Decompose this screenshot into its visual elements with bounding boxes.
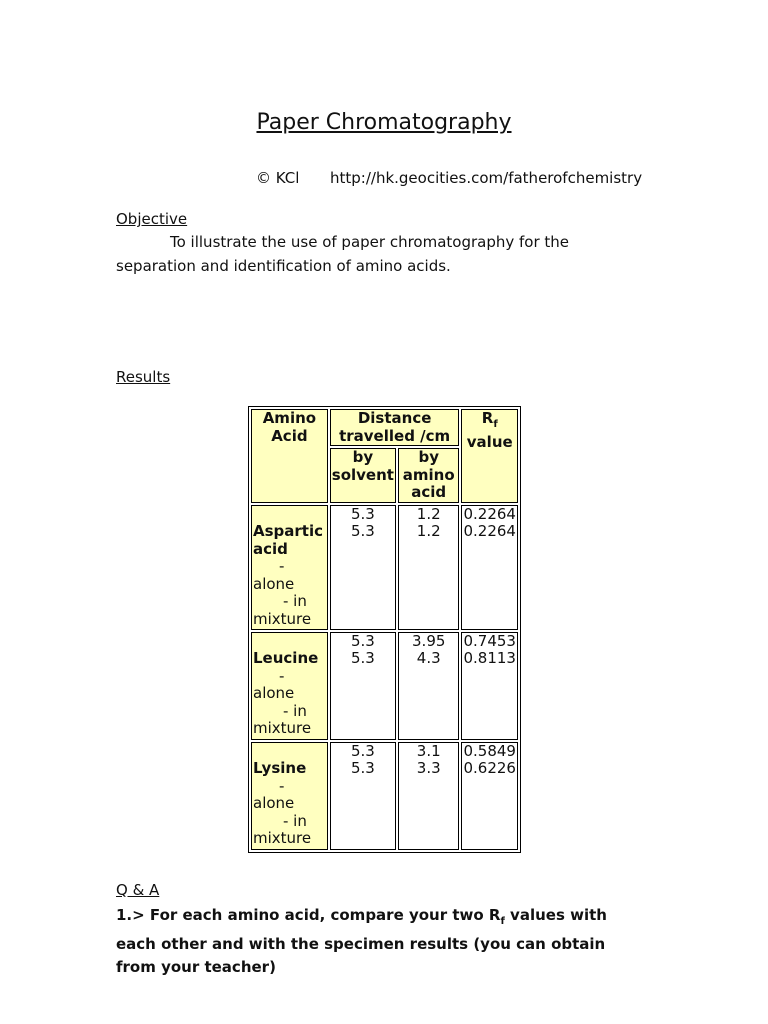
amino-distance-cell: 3.95 4.3: [398, 632, 460, 740]
results-heading: Results: [116, 368, 171, 386]
solvent-distance-cell: 5.3 5.3: [330, 632, 396, 740]
amino-acid-name: Leucine: [253, 649, 319, 667]
amino-acid-name-cell: Leucine - alone - in mixture: [251, 632, 328, 740]
objective-text-line2: separation and identification of amino acids.: [116, 257, 451, 275]
amino-acid-name: Aspartic acid: [253, 522, 323, 558]
table-row: [251, 742, 518, 850]
objective-text-line1: To illustrate the use of paper chromatography for the: [170, 233, 570, 251]
header-by-solvent: by solvent: [330, 448, 396, 503]
amino-acid-name-cell: Lysine - alone - in mixture: [251, 742, 328, 850]
header-amino-acid: Amino Acid: [251, 409, 328, 503]
amino-acid-name: Lysine: [253, 759, 307, 777]
objective-heading: Objective: [116, 210, 188, 228]
source-url[interactable]: http://hk.geocities.com/fatherofchemistry: [330, 169, 643, 187]
header-distance: Distance travelled /cm: [330, 409, 460, 446]
copyright-text: © KCl: [256, 169, 300, 187]
rf-value-cell: 0.5849 0.6226: [461, 742, 518, 850]
header-rf-value: $R_f$ value: [461, 409, 518, 503]
table-row: [251, 505, 518, 630]
header-by-amino-acid: by amino acid: [398, 448, 460, 503]
rf-value-cell: 0.7453 0.8113: [461, 632, 518, 740]
question-1: 1.> For each amino acid, compare your two $R_f$ values with each other and with the specimen results (you can obtain from your teacher): [116, 906, 607, 976]
solvent-distance-cell: 5.3 5.3: [330, 742, 396, 850]
table-header-row: [251, 409, 518, 446]
amino-acid-name-cell: Aspartic acid - alone - in mixture: [251, 505, 328, 630]
amino-distance-cell: 3.1 3.3: [398, 742, 460, 850]
table-row: [251, 632, 518, 740]
rf-value-cell: 0.2264 0.2264: [461, 505, 518, 630]
results-table: [248, 406, 521, 853]
solvent-distance-cell: 5.3 5.3: [330, 505, 396, 630]
page-title: Paper Chromatography: [256, 110, 512, 135]
qa-heading: Q & A: [116, 881, 160, 899]
amino-distance-cell: 1.2 1.2: [398, 505, 460, 630]
